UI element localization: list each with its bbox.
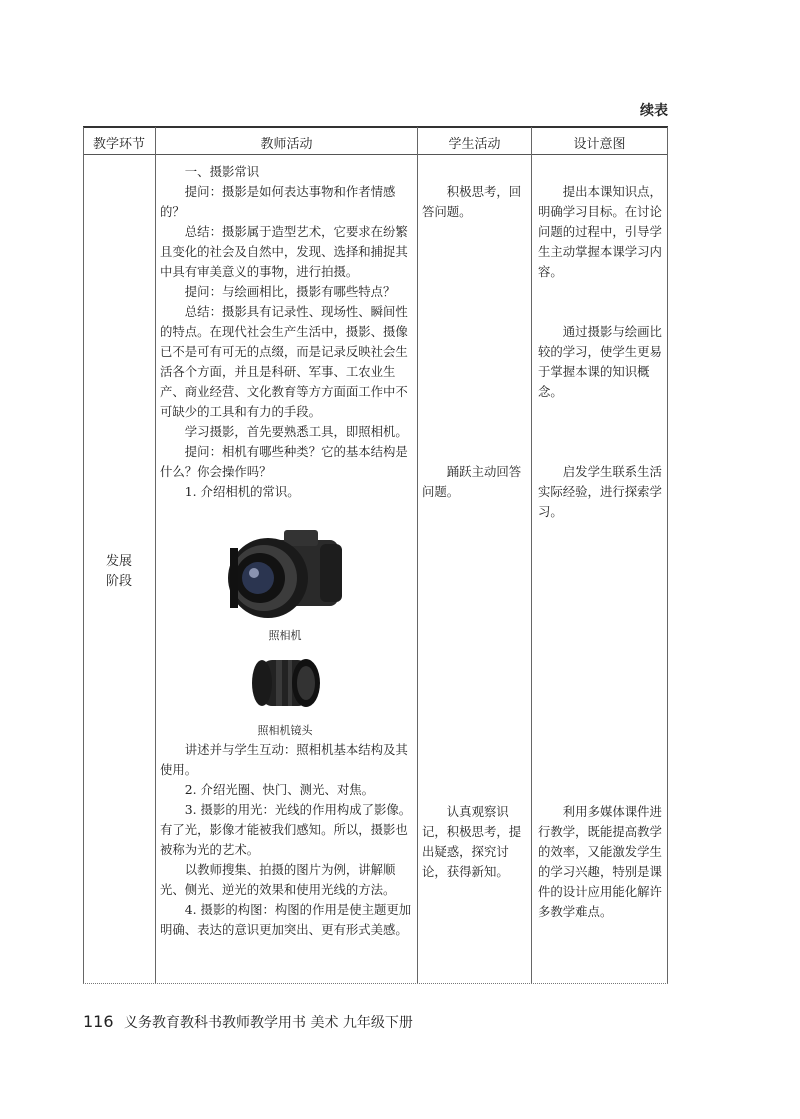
student-activity: 认真观察识记，积极思考，提出疑惑，探究讨论，获得新知。 [422, 804, 522, 879]
header-teacher: 教师活动 [260, 137, 313, 152]
stage-line: 阶段 [105, 574, 132, 589]
figure-caption: 照相机镜头 [257, 724, 313, 737]
column-divider [417, 127, 418, 983]
table-top-rule [83, 126, 668, 128]
teacher-paragraph: 4. 摄影的构图：构图的作用是使主题更加明确、表达的意识更加突出、更有形式美感。 [160, 902, 412, 937]
teacher-paragraph: 1. 介绍相机的常识。 [184, 484, 300, 499]
header-stage: 教学环节 [92, 137, 145, 152]
design-intent: 利用多媒体课件进行教学，既能提高教学的效率，又能激发学生的学习兴趣，特别是课件的设计应用能化解许多教学难点。 [538, 804, 662, 919]
continued-label: 续表 [640, 103, 668, 119]
teacher-paragraph: 总结：摄影属于造型艺术，它要求在纷繁且变化的社会及自然中，发现、选择和捕捉其中具有审美意义的事物，进行拍摄。 [160, 224, 408, 279]
teacher-paragraph: 提问：与绘画相比，摄影有哪些特点？ [184, 284, 396, 299]
table-bottom-rule [83, 983, 668, 984]
teacher-paragraph: 总结：摄影具有记录性、现场性、瞬间性的特点。在现代社会生产生活中，摄影、摄像已不是可有可无的点缀，而是记录反映社会生活各个方面，并且是科研、军事、工农业生产、商业经营、文化教育等方方面面工作中不可缺少的工具和有力的手段。 [160, 304, 408, 419]
student-activity: 踊跃主动回答问题。 [422, 464, 522, 499]
column-divider [155, 127, 156, 983]
book-title: 义务教育教科书教师教学用书 美术 九年级下册 [124, 1015, 413, 1031]
teacher-paragraph: 学习摄影，首先要熟悉工具，即照相机。 [184, 424, 408, 439]
figure-caption: 照相机 [268, 629, 302, 642]
stage-line: 发展 [105, 554, 132, 569]
teacher-paragraph: 提问：相机有哪些种类？它的基本结构是什么？你会操作吗？ [160, 444, 408, 479]
teacher-activity-part2 [160, 740, 414, 940]
design-intent: 提出本课知识点，明确学习目标。在讨论问题的过程中，引导学生主动掌握本课学习内容。 [538, 184, 662, 279]
table-border-right [667, 127, 668, 983]
teacher-paragraph: 提问：摄影是如何表达事物和作者情感的？ [160, 184, 396, 219]
camera-lens-icon [240, 650, 330, 716]
teacher-paragraph: 讲述并与学生互动：照相机基本结构及其使用。 [160, 742, 408, 777]
design-intent: 通过摄影与绘画比较的学习，使学生更易于掌握本课的知识概念。 [538, 324, 662, 399]
header-design: 设计意图 [573, 137, 626, 152]
stage-cell [90, 552, 148, 592]
camera-icon [220, 526, 350, 621]
teacher-paragraph: 以教师搜集、拍摄的图片为例，讲解顺光、侧光、逆光的效果和使用光线的方法。 [160, 862, 396, 897]
page-footer [83, 1012, 413, 1032]
header-rule [83, 154, 668, 155]
teacher-paragraph: 3. 摄影的用光：光线的作用构成了影像。有了光，影像才能被我们感知。所以，摄影也被称为光的艺术。 [160, 802, 412, 857]
column-divider [531, 127, 532, 983]
header-student: 学生活动 [448, 137, 501, 152]
table-border-left [83, 127, 84, 983]
page-number: 116 [83, 1012, 114, 1031]
lens-figure [190, 650, 380, 738]
teacher-activity-part1 [160, 162, 414, 502]
teacher-paragraph: 一、摄影常识 [184, 164, 260, 179]
student-activity: 积极思考，回答问题。 [422, 184, 522, 219]
design-intent: 启发学生联系生活实际经验，进行探索学习。 [538, 464, 662, 519]
camera-figure [190, 526, 380, 643]
teacher-paragraph: 2. 介绍光圈、快门、测光、对焦。 [184, 782, 375, 797]
